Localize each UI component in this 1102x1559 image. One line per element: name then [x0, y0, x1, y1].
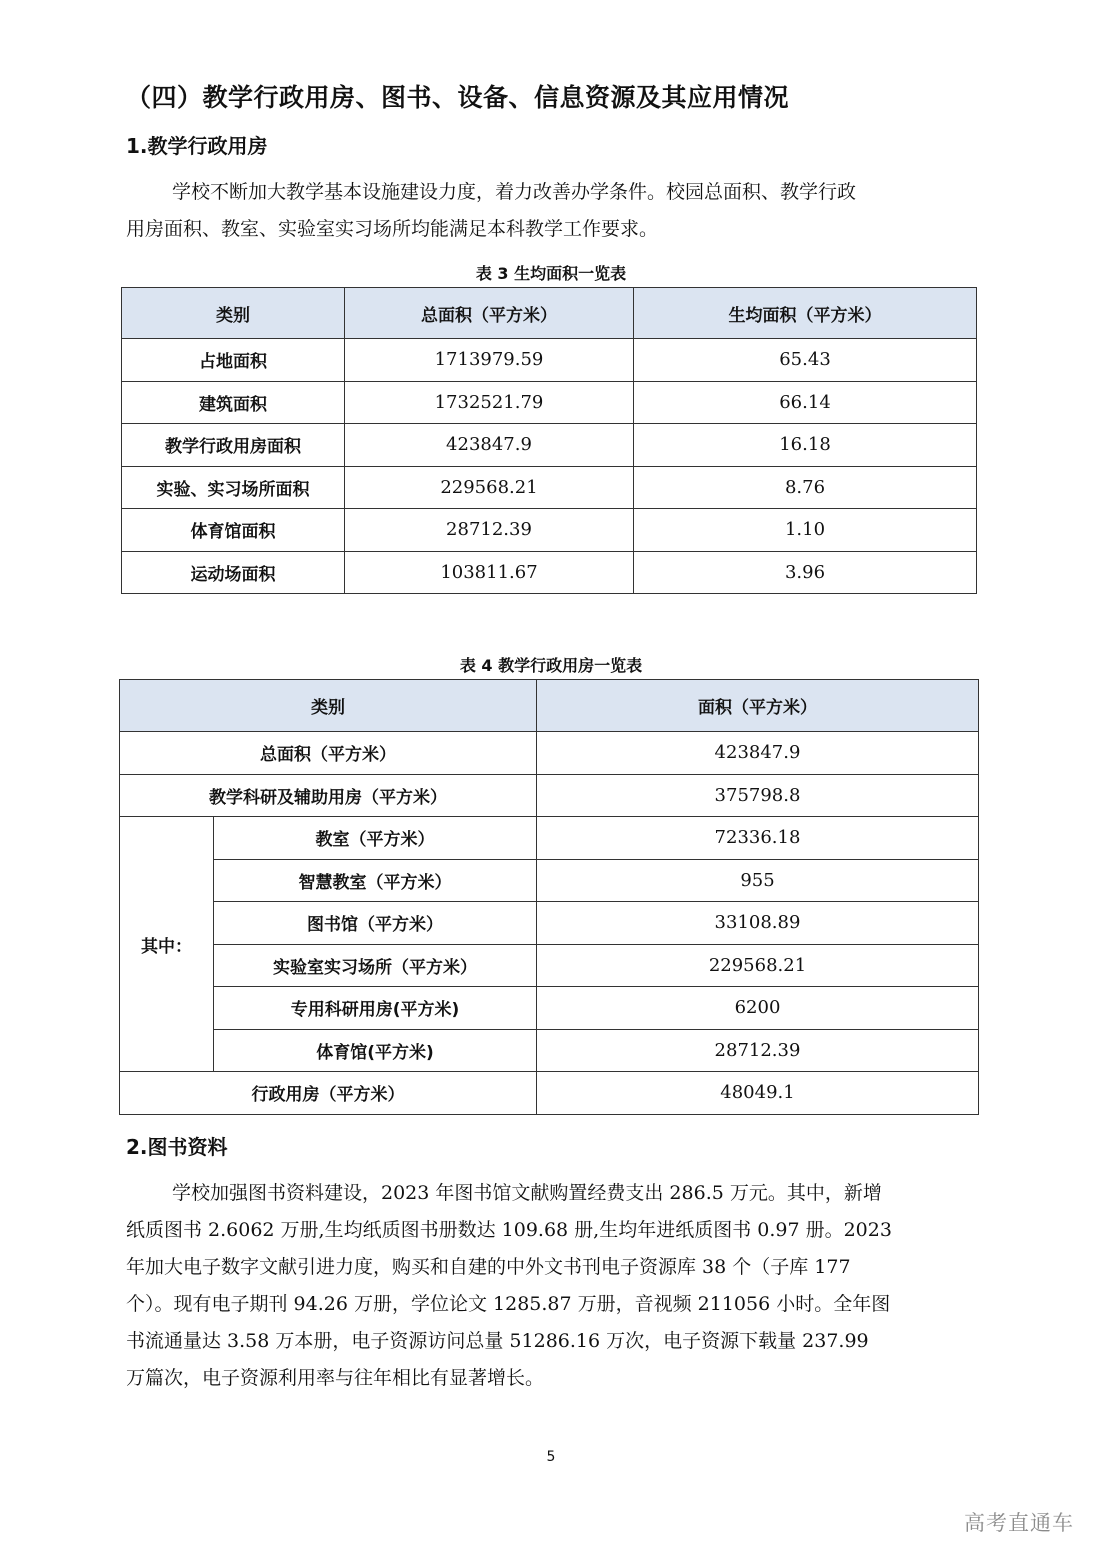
- row-label: 教室（平方米）: [214, 817, 537, 860]
- row-label: 实验室实习场所（平方米）: [214, 944, 537, 987]
- paragraph-line: 用房面积、教室、实验室实习场所均能满足本科教学工作要求。: [126, 218, 659, 240]
- total-area-cell: 229568.21: [345, 466, 634, 509]
- table-header-row: [120, 680, 979, 732]
- paragraph-line: 学校加强图书资料建设，2023 年图书馆文献购置经费支出 286.5 万元。其中，新增: [172, 1182, 882, 1204]
- row-label: 图书馆（平方米）: [214, 902, 537, 945]
- row-label: 体育馆面积: [122, 509, 345, 552]
- row-label: 专用科研用房(平方米): [214, 987, 537, 1030]
- paragraph-line: 个）。现有电子期刊 94.26 万册，学位论文 1285.87 万册，音视频 211056 小时。全年图: [126, 1293, 891, 1315]
- area-cell: 955: [537, 859, 979, 902]
- per-student-area-cell: 16.18: [634, 424, 977, 467]
- row-label: 智慧教室（平方米）: [214, 859, 537, 902]
- per-student-area-cell: 66.14: [634, 381, 977, 424]
- table-row: [120, 859, 979, 902]
- table-row: [122, 466, 977, 509]
- group-label: 其中：: [120, 817, 214, 1072]
- column-header: 生均面积（平方米）: [634, 288, 977, 339]
- table-row: [120, 774, 979, 817]
- paragraph-line: 学校不断加大教学基本设施建设力度，着力改善办学条件。校园总面积、教学行政: [172, 181, 857, 203]
- row-label: 教学行政用房面积: [122, 424, 345, 467]
- row-label: 行政用房（平方米）: [120, 1072, 537, 1115]
- subsection-title-teaching-rooms: 1.教学行政用房: [126, 134, 268, 158]
- per-student-area-cell: 8.76: [634, 466, 977, 509]
- area-cell: 72336.18: [537, 817, 979, 860]
- per-student-area-cell: 3.96: [634, 551, 977, 594]
- section-heading: （四）教学行政用房、图书、设备、信息资源及其应用情况: [126, 83, 790, 112]
- total-area-cell: 1713979.59: [345, 339, 634, 382]
- column-header: 面积（平方米）: [537, 680, 979, 732]
- area-cell: 423847.9: [537, 732, 979, 775]
- table-row: [122, 339, 977, 382]
- row-label: 总面积（平方米）: [120, 732, 537, 775]
- paragraph-library: [126, 1175, 972, 1397]
- table-row: [120, 732, 979, 775]
- total-area-cell: 28712.39: [345, 509, 634, 552]
- total-area-cell: 423847.9: [345, 424, 634, 467]
- page-number: 5: [546, 1449, 556, 1465]
- column-header: 总面积（平方米）: [345, 288, 634, 339]
- area-cell: 33108.89: [537, 902, 979, 945]
- subsection-title-library: 2.图书资料: [126, 1135, 228, 1159]
- row-label: 运动场面积: [122, 551, 345, 594]
- table-row: [120, 902, 979, 945]
- table-row: [120, 817, 979, 860]
- row-label: 占地面积: [122, 339, 345, 382]
- watermark-text: 高考直通车: [964, 1511, 1074, 1535]
- table-row: [122, 509, 977, 552]
- table-row: [120, 987, 979, 1030]
- column-header: 类别: [122, 288, 345, 339]
- paragraph-line: 万篇次，电子资源利用率与往年相比有显著增长。: [126, 1367, 545, 1389]
- table-teaching-admin-rooms: [119, 679, 979, 1115]
- table-row: [122, 381, 977, 424]
- row-label: 建筑面积: [122, 381, 345, 424]
- paragraph-teaching-rooms: [126, 174, 972, 248]
- table-header-row: [122, 288, 977, 339]
- row-label: 教学科研及辅助用房（平方米）: [120, 774, 537, 817]
- area-cell: 28712.39: [537, 1029, 979, 1072]
- table-row: [120, 1072, 979, 1115]
- row-label: 实验、实习场所面积: [122, 466, 345, 509]
- total-area-cell: 103811.67: [345, 551, 634, 594]
- table-row: [120, 944, 979, 987]
- column-header: 类别: [120, 680, 537, 732]
- area-cell: 6200: [537, 987, 979, 1030]
- area-cell: 229568.21: [537, 944, 979, 987]
- paragraph-line: 纸质图书 2.6062 万册,生均纸质图书册数达 109.68 册,生均年进纸质图书 0.97 册。2023: [126, 1219, 892, 1241]
- table-row: [122, 551, 977, 594]
- table3-caption: 表 3 生均面积一览表: [475, 264, 627, 283]
- per-student-area-cell: 1.10: [634, 509, 977, 552]
- table-row: [122, 424, 977, 467]
- area-cell: 375798.8: [537, 774, 979, 817]
- area-cell: 48049.1: [537, 1072, 979, 1115]
- per-student-area-cell: 65.43: [634, 339, 977, 382]
- table-per-student-area: [121, 287, 977, 594]
- table-row: [120, 1029, 979, 1072]
- row-label: 体育馆(平方米): [214, 1029, 537, 1072]
- total-area-cell: 1732521.79: [345, 381, 634, 424]
- table4-caption: 表 4 教学行政用房一览表: [459, 656, 643, 675]
- paragraph-line: 年加大电子数字文献引进力度，购买和自建的中外文书刊电子资源库 38 个（子库 177: [126, 1256, 851, 1278]
- paragraph-line: 书流通量达 3.58 万本册，电子资源访问总量 51286.16 万次，电子资源下载量 237.99: [126, 1330, 869, 1352]
